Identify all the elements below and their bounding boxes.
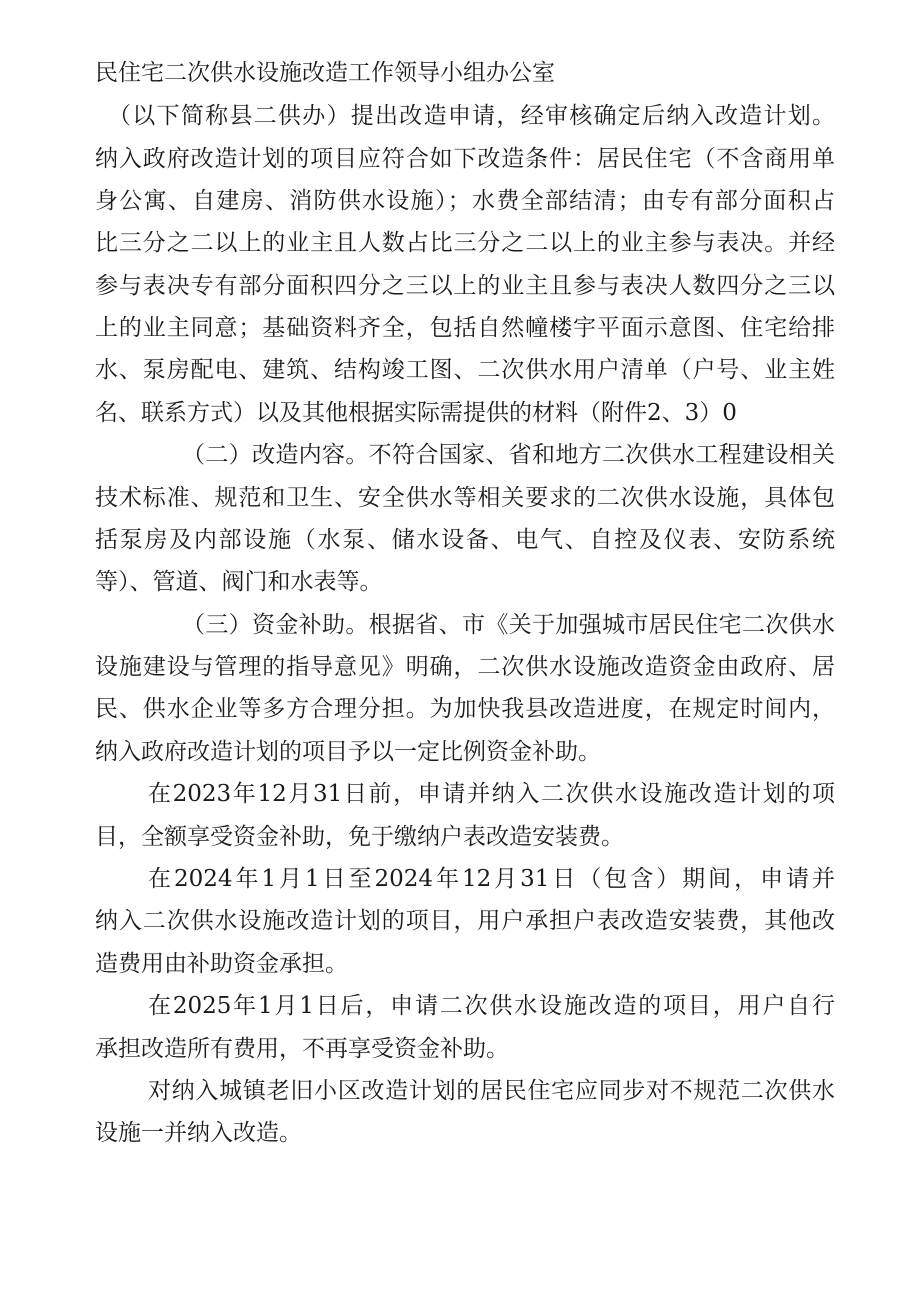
text-line: 技术标准、规范和卫生、安全供水等相关要求的二次供水设施，具体包 [95, 485, 835, 511]
text-line: 对纳入城镇老旧小区改造计划的居民住宅应同步对不规范二次供水 [148, 1078, 835, 1104]
text-line: 承担改造所有费用，不再享受资金补助。 [95, 1036, 509, 1062]
text-line: 在2024年1月1日至2024年12月31日（包含）期间，申请并 [148, 866, 835, 892]
text-line: 在2025年1月1日后，申请二次供水设施改造的项目，用户自行 [148, 993, 835, 1019]
text-line: 在2023年12月31日前，申请并纳入二次供水设施改造计划的项 [148, 781, 835, 807]
text-line: 等）、管道、阀门和水表等。 [95, 569, 383, 595]
text-line: 民住宅二次供水设施改造工作领导小组办公室 [95, 60, 555, 86]
text-line: 参与表决专有部分面积四分之三以上的业主且参与表决人数四分之三以 [95, 273, 835, 299]
section-heading-line: （三）资金补助。根据省、市《关于加强城市居民住宅二次供水 [182, 612, 835, 638]
text-line: 水、泵房配电、建筑、结构竣工图、二次供水用户清单（户号、业主姓 [95, 357, 835, 383]
text-line: 纳入政府改造计划的项目应符合如下改造条件：居民住宅（不含商用单 [95, 146, 835, 172]
text-line: 造费用由补助资金承担。 [95, 951, 348, 977]
text-line: 身公寓、自建房、消防供水设施）；水费全部结清；由专有部分面积占 [95, 188, 835, 214]
text-line: 名、联系方式）以及其他根据实际需提供的材料（附件2、3）0 [95, 400, 737, 426]
text-line: 上的业主同意；基础资料齐全，包括自然幢楼宇平面示意图、住宅给排 [95, 315, 835, 341]
text-line: 设施建设与管理的指导意见》明确，二次供水设施改造资金由政府、居 [95, 654, 835, 680]
text-line: 设施一并纳入改造。 [95, 1120, 302, 1146]
section-heading-line: （二）改造内容。不符合国家、省和地方二次供水工程建设相关 [182, 442, 835, 468]
text-line: 民、供水企业等多方合理分担。为加快我县改造进度，在规定时间内， [95, 696, 835, 722]
text-line: （以下简称县二供办）提出改造申请，经审核确定后纳入改造计划。 [108, 103, 835, 129]
text-line: 纳入政府改造计划的项目予以一定比例资金补助。 [95, 739, 601, 765]
text-line: 比三分之二以上的业主且人数占比三分之二以上的业主参与表决。并经 [95, 230, 835, 256]
text-line: 纳入二次供水设施改造计划的项目，用户承担户表改造安装费，其他改 [95, 908, 835, 934]
text-line: 目，全额享受资金补助，免于缴纳户表改造安装费。 [95, 824, 624, 850]
text-line: 括泵房及内部设施（水泵、储水设备、电气、自控及仪表、安防系统 [95, 527, 835, 553]
